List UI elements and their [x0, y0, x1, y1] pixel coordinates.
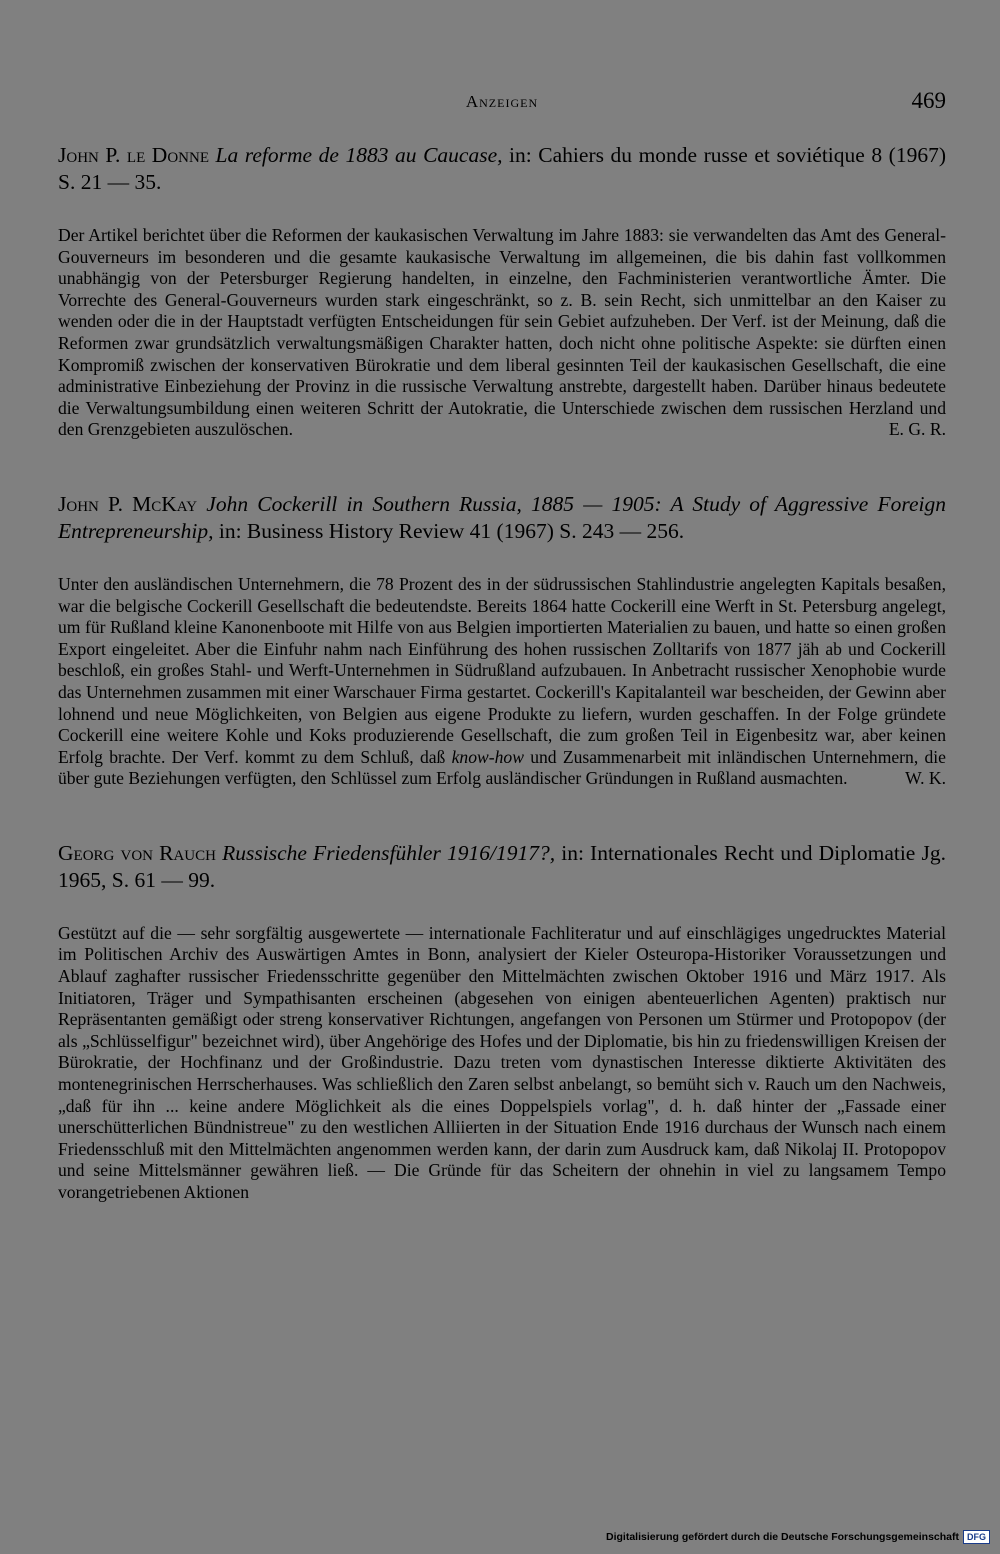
source: in: Cahiers du monde russe et soviétique 8 (1967) S. 21 — 35. — [58, 143, 946, 194]
review-entry-1 — [58, 142, 946, 441]
reviewer-initials: E. G. R. — [888, 419, 946, 440]
source: in: Business History Review 41 (1967) S. 243 — 256. — [213, 518, 685, 543]
abstract-text: Unter den ausländischen Unternehmern, die 78 Prozent des in der südrussischen Stahlindustrie angelegten Kapitals besaßen, war die belgische Cockerill Gesellschaft die bedeutendste. Bereits 1864 hatte Cockerill eine Werft in St. Petersburg angelegt, um für Rußland kleine Kanonenboote mit Hilfe von aus Belgien importierten Materialien zu bauen, und hatte so einen großen Export eingeleitet. Aber die Einfuhr nahm nach Einführung des hohen russischen Zolltarifs von 1877 jäh ab und Cockerill beschloß, ein großes Stahl- und Werft-Unternehmen in Südrußland aufzubauen. In Anbetracht russischer Xenophobie wurde das Unternehmen zusammen mit einer Warschauer Firma gestartet. Cockerill's Kapitalanteil war bescheiden, der Gewinn aber lohnend und neue Möglichkeiten, von Belgien aus eigene Produkte zu liefern, wurden geschaffen. In der Folge gründete Cockerill eine weitere Kohle und Koks produzierende Gesellschaft, die zum großen Teil in Eigenbesitz war, aber keinen Erfolg brachte. Der Verf. kommt zu dem Schluß, daß — [58, 573, 946, 767]
citation — [58, 840, 946, 894]
abstract-text: Der Artikel berichtet über die Reformen der kaukasischen Verwaltung im Jahre 1883: sie verwandelten das Amt des General-Gouverneurs im besonderen und die gesamte kaukasische Verwaltung im allgemeinen, die bis dahin fast vollkommen unabhängig von der Petersburger Regierung handelten, in einzelne, den Fachministerien verantwortliche Ämter. Die Vorrechte des General-Gouverneurs wurden stark eingeschränkt, so z. B. sein Recht, sich unmittelbar an den Kaiser zu wenden oder die in der Hauptstadt verfügten Entscheidungen für sein Gebiet aufzuheben. Der Verf. ist der Meinung, daß die Reformen zwar grundsätzlich verwaltungsmäßigen Charakter hatten, doch nicht ohne politische Aspekte: sie dürften einen Kompromiß zwischen der konservativen Bürokratie und dem liberal gesinnten Teil der kaukasischen Gesellschaft, die eine administrative Einbeziehung der Provinz in die russische Verwaltung anstrebte, dargestellt haben. Darüber hinaus bedeutete die Verwaltungsumbildung einen weiteren Schritt der Autokratie, die Unterschiede zwischen dem russischen Herzland und den Grenzgebieten auszulöschen. — [58, 225, 946, 440]
abstract-text-end: und Zusammenarbeit mit inländischen Unternehmern, die über gute Beziehungen verfügten, den Schlüssel zum Erfolg ausländischer Gründungen in Rußland ausmachten. — [58, 746, 946, 789]
abstract — [58, 923, 946, 1204]
footer-credit: Digitalisierung gefördert durch die Deutsche Forschungsgemeinschaft — [606, 1531, 959, 1543]
work-title: John Cockerill in Southern Russia, 1885 — 1905: A Study of Aggressive Foreign Entrepreneurship, — [58, 491, 946, 543]
work-title: La reforme de 1883 au Caucase, — [215, 143, 503, 167]
work-title: Russische Friedensfühler 1916/1917?, — [222, 840, 556, 865]
abstract-italic: know-how — [451, 746, 524, 767]
page-header — [58, 88, 946, 124]
reviewer-initials: W. K. — [905, 768, 946, 789]
author: John P. le Donne — [58, 143, 209, 167]
running-title: Anzeigen — [465, 92, 539, 111]
review-entry-3 — [58, 840, 946, 1204]
abstract — [58, 225, 946, 441]
author: Georg von Rauch — [58, 840, 216, 865]
dfg-logo-icon: DFG — [963, 1530, 990, 1544]
citation — [58, 142, 946, 196]
document-page — [58, 88, 946, 1248]
abstract-text: Gestützt auf die — sehr sorgfältig ausgewertete — internationale Fachliteratur und auf einschlägiges ungedrucktes Material im Politischen Archiv des Auswärtigen Amtes in Bonn, analysiert der Kieler Osteuropa-Historiker Voraussetzungen und Ablauf zaghafter russischer Friedensschritte gegenüber den Mittelmächten zwischen Oktober 1916 und März 1917. Als Initiatoren, Träger und Sympathisanten erscheinen (abgesehen von einigen abenteuerlichen Agenten) praktisch nur Repräsentanten gemäßigt oder streng konservativer Richtungen, angefangen von Personen um Stürmer und Protopopov (der als „Schlüsselfigur" bezeichnet wird), über Angehörige des Hofes und der Diplomatie, bis hin zu friedenswilligen Kreisen der Bürokratie, der Hochfinanz und der Großindustrie. Dazu treten vom dynastischen Interesse diktierte Aktivitäten des montenegrinischen Herrscherhauses. Was schließlich den Zaren selbst anbelangt, so bemüht sich v. Rauch um den Nachweis, „daß für ihn ... keine andere Möglichkeit als die eines Doppelspiels vorlag", d. h. daß hinter der „Fassade einer unerschütterlichen Bündnistreue" zu den westlichen Alliierten in der Situation Ende 1916 durchaus der Wunsch nach einem Friedensschluß mit den Mittelmächten angenommen werden kann, der darin zum Ausdruck kam, daß Nikolaj II. Protopopov und seine Mittelsmänner gewähren ließ. — Die Gründe für das Scheitern der ohnehin in viel zu langsamem Tempo vorangetriebenen Aktionen — [58, 922, 946, 1202]
digitization-footer — [606, 1530, 990, 1544]
source: in: Internationales Recht und Diplomatie Jg. 1965, S. 61 — 99. — [58, 840, 946, 892]
abstract — [58, 574, 946, 790]
author: John P. McKay — [58, 491, 198, 516]
page-number: 469 — [911, 88, 946, 113]
review-entry-2 — [58, 491, 946, 790]
citation — [58, 491, 946, 545]
